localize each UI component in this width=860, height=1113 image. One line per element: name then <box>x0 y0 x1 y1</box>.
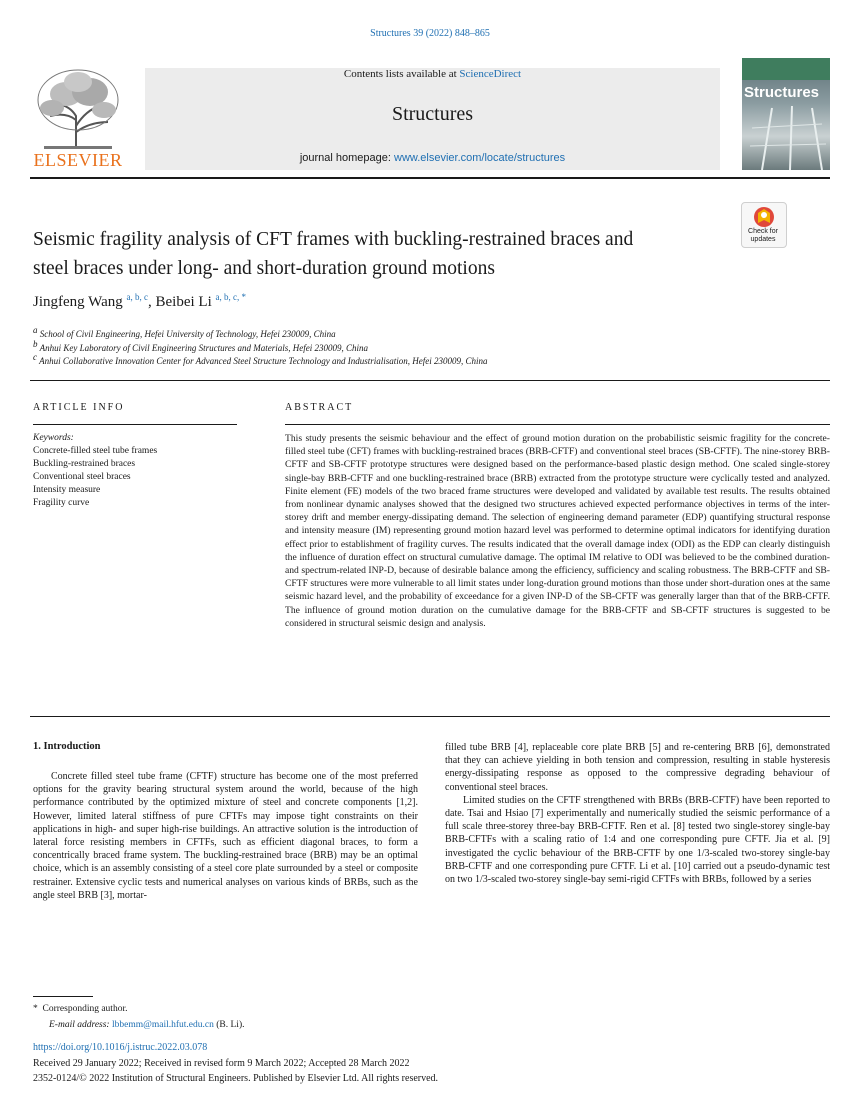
homepage-prefix: journal homepage: <box>299 152 394 164</box>
corresponding-author-footnote <box>33 1001 244 1033</box>
journal-homepage-line <box>145 152 720 164</box>
journal-cover-image[interactable] <box>742 58 830 170</box>
affiliation-text: School of Civil Engineering, Hefei University of Technology, Hefei 230009, China <box>39 329 336 339</box>
publisher-wordmark[interactable]: ELSEVIER <box>33 150 123 170</box>
author-affiliation-marks[interactable]: a, b, c, * <box>215 292 247 302</box>
affiliation <box>33 339 368 353</box>
received-dates: Received 29 January 2022; Received in revised form 9 March 2022; Accepted 28 March 2022 <box>33 1058 410 1069</box>
cover-building-graphic <box>742 58 830 170</box>
footnote-rule <box>33 996 93 997</box>
title-line-1: Seismic fragility analysis of CFT frames with buckling-restrained braces and <box>33 229 634 250</box>
doi-link[interactable]: https://doi.org/10.1016/j.istruc.2022.03.078 <box>33 1042 208 1053</box>
body-paragraph: Concrete filled steel tube frame (CFTF) structure has become one of the most preferred options for the gravity bearing structural system around the world, because of the high performance contributed by the optimized mixture of steel and concrete components [1,2]. However, limited lateral stiffness of pure CFTFs may impose tight constraints on their applications in high- and super high-rise buildings. An attractive solution is the introduction of lateral force resisting members in CFTFs, such as efficient diagonal braces, to form a concentrically braced frame system. The buckling-restrained brace (BRB) may be an optimal choice, which is an assembly consisting of a steel core plate surrounded by a steel or composite restrainer. Extensive cyclic tests and numerical analyses on various kinds of BRBs, such as the angle steel BRB [3], mortar- <box>33 771 418 901</box>
affiliation-text: Anhui Collaborative Innovation Center for Advanced Steel Structure Technology and Industrialisation, Hefei 230009, China <box>39 356 488 366</box>
article-info-heading: ARTICLE INFO <box>33 402 125 413</box>
title-line-2: steel braces under long- and short-duration ground motions <box>33 258 495 279</box>
journal-homepage-link[interactable]: www.elsevier.com/locate/structures <box>394 152 566 164</box>
contents-prefix: Contents lists available at <box>343 68 460 80</box>
body-paragraph: filled tube BRB [4], replaceable core plate BRB [5] and re-centering BRB [6], demonstrated that they can achieve yielding in both tension and compression, resulting in stable hysteresis energy-dissipating response as opposed to the compressive degrading behaviour of conventional steel braces. <box>445 742 830 793</box>
body-column-left <box>33 770 418 902</box>
affiliation-mark: a <box>33 325 38 335</box>
affiliation-mark: b <box>33 339 38 349</box>
abstract-text: This study presents the seismic behaviour and the effect of ground motion duration on the probabilistic seismic fragility for the concrete-filled steel tube (CFT) frames with buckling-restrained braces (BRB-CFTF) and conventional steel braces (SB-CFTF). The nine-storey BRB-CFTF and SB-CFTF prototype structures were designed based on the performance-based plastic design method. One scaled single-storey single-bay BRB-CFTF and one buckling-restrained brace (BRB) extracted from the prototype structure were cyclically tested and analyzed. Finite element (FE) models of the two braced frame structures were developed and validated by available test results. The results obtained from nonlinear dynamic analyses showed that the designed two structures achieved expected performance objectives in terms of the inter-storey drift and member energy-dissipating demand. The selection of engineering demand parameter (EDP) quantifying structural response and intensity measure (IM) representing ground motion hazard level was performed to determine optimal indicators for identifying duration effect prior to establishment of fragility curves. The results indicated that the overall damage index (ODI) as the EDP can clearly distinguish the influence of duration effect on structural cumulative damage. The optimal IM relative to ODI was believed to be the combined duration- and spectrum-related INP-D, because of desirable balance among the efficiency, sufficiency and scaling robustness. The BRB-CFTF and SB-CFTF structures were more vulnerable to all limit states under long-duration ground motions than those under short-duration ones at the same seismic hazard level, and the probability of exceedance for a given INP-D of the SB-CFTF was generally larger than that of the BRB-CFTF. The influence of ground motion duration on the cumulative damage for the BRB-CFTF and SB-CFTF structures is suggested to be considered in structural seismic design and analysis. <box>285 433 830 629</box>
abstract-rule <box>285 424 830 425</box>
keyword: Concrete-filled steel tube frames <box>33 446 158 456</box>
author-list <box>33 292 246 311</box>
email-suffix: (B. Li). <box>213 1020 245 1030</box>
affiliation-rule <box>30 380 830 381</box>
abstract-bottom-rule <box>30 716 830 717</box>
footnote-text: Corresponding author. <box>42 1004 128 1014</box>
keywords-label: Keywords: <box>33 433 74 443</box>
journal-citation[interactable]: Structures 39 (2022) 848–865 <box>370 28 490 39</box>
body-paragraph: Limited studies on the CFTF strengthened with BRBs (BRB-CFTF) have been reported to date. Tsai and Hsiao [7] experimentally and numerically studied the seismic performance of a full scale three-storey three-bay BRB-CFTF. Ren et al. [8] tested two single-storey single-bay BRB-CFTFs with a scaling ratio of 1:4 and one corresponding pure CFTF. Jia et al. [9] investigated the cyclic behaviour of the BRB-CFTF by one 1/3-scaled two-storey single-bay BRB-CFTF and one corresponding pure CFTF. Li et al. [10] carried out a pseudo-dynamic test on two 1/3-scaled two-storey single-bay semi-rigid CFTFs with BRBs, followed by a series <box>445 794 830 886</box>
email-label: E-mail address: <box>49 1020 112 1030</box>
journal-banner <box>145 68 720 170</box>
journal-name: Structures <box>391 103 474 125</box>
article-title <box>33 225 733 283</box>
keyword: Fragility curve <box>33 498 90 508</box>
keyword: Conventional steel braces <box>33 472 131 482</box>
header-rule <box>30 177 830 179</box>
author-separator: , <box>148 294 156 310</box>
check-for-updates-label: Check for updates <box>748 228 778 243</box>
cover-title: Structures <box>744 84 820 101</box>
keyword: Buckling-restrained braces <box>33 459 136 469</box>
check-updates-icon <box>742 203 786 231</box>
affiliation <box>33 325 336 339</box>
copyright-line: 2352-0124/© 2022 Institution of Structural Engineers. Published by Elsevier Ltd. All rights reserved. <box>33 1073 439 1084</box>
section-heading-introduction: 1. Introduction <box>33 741 101 752</box>
abstract-heading: ABSTRACT <box>285 402 354 413</box>
affiliation-text: Anhui Key Laboratory of Civil Engineering Structures and Materials, Hefei 230009, China <box>39 343 368 353</box>
author-name[interactable]: Jingfeng Wang <box>33 294 123 310</box>
affiliation-mark: c <box>33 352 37 362</box>
author-affiliation-marks[interactable]: a, b, c <box>126 292 149 302</box>
email-link[interactable]: lbbemm@mail.hfut.edu.cn <box>111 1020 214 1030</box>
affiliation <box>33 352 487 366</box>
footnote-mark: * <box>33 1004 38 1014</box>
keywords-block <box>33 432 157 510</box>
contents-available-line <box>145 68 720 80</box>
author-name[interactable]: Beibei Li <box>155 294 212 310</box>
article-info-rule <box>33 424 237 425</box>
sciencedirect-link[interactable]: ScienceDirect <box>459 68 522 80</box>
body-column-right <box>445 741 830 886</box>
keyword: Intensity measure <box>33 485 101 495</box>
